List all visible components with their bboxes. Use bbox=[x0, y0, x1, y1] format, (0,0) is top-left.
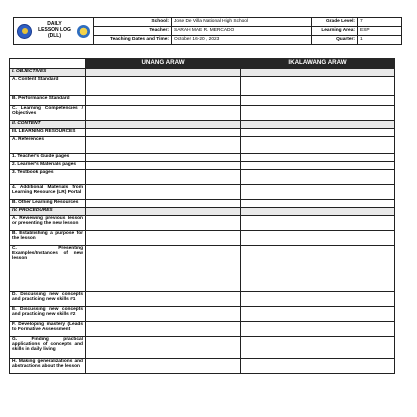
deped-seal-icon bbox=[17, 24, 32, 39]
quarter-label: Quarter: bbox=[312, 36, 358, 45]
day1-cell[interactable] bbox=[86, 185, 241, 200]
row-label: 1. Teacher's Guide pages bbox=[10, 154, 86, 162]
table-row bbox=[10, 129, 395, 137]
table-row bbox=[10, 200, 395, 208]
table-row bbox=[10, 154, 395, 162]
day1-cell[interactable] bbox=[86, 307, 241, 322]
row-label: 2. Learner's Materials pages bbox=[10, 162, 86, 170]
day1-cell[interactable] bbox=[86, 322, 241, 337]
school-label: School: bbox=[94, 18, 172, 27]
dll-title: DAILY LESSON LOG (DLL) bbox=[38, 21, 71, 39]
logo-cell bbox=[14, 18, 94, 45]
day1-cell[interactable] bbox=[86, 162, 241, 170]
table-row bbox=[10, 106, 395, 121]
section-row bbox=[10, 208, 395, 216]
deped-logo-icon bbox=[77, 25, 90, 38]
day1-cell[interactable] bbox=[86, 216, 241, 231]
day1-cell[interactable] bbox=[86, 208, 241, 216]
learning-area-label: Learning Area: bbox=[312, 27, 358, 36]
row-label: 4. Additional Materials from Learning Resource (LR) Portal bbox=[10, 185, 86, 200]
table-row bbox=[10, 96, 395, 106]
row-label: C. Learning Competencies / Objectives bbox=[10, 106, 86, 121]
day2-cell[interactable] bbox=[241, 77, 395, 96]
day2-cell[interactable] bbox=[241, 216, 395, 231]
row-label: F. Developing mastery (Leads to Formative Assessment bbox=[10, 322, 86, 337]
row-label: C. Presenting Examples/Instances of new lesson bbox=[10, 246, 86, 292]
row-label: II. CONTENT bbox=[10, 121, 86, 129]
table-row bbox=[10, 185, 395, 200]
corner-cell bbox=[10, 59, 86, 69]
row-label: I. OBJECTIVES bbox=[10, 69, 86, 77]
teaching-dates-value: October 16-20 , 2023 bbox=[172, 36, 312, 45]
row-label: A. References bbox=[10, 137, 86, 154]
day2-cell[interactable] bbox=[241, 322, 395, 337]
section-row bbox=[10, 69, 395, 77]
day2-cell[interactable] bbox=[241, 200, 395, 208]
day2-cell[interactable] bbox=[241, 137, 395, 154]
column-header-day2: IKALAWANG ARAW bbox=[241, 59, 395, 69]
grade-level-label: Grade Level: bbox=[312, 18, 358, 27]
day2-cell[interactable] bbox=[241, 208, 395, 216]
learning-area-value: ESP bbox=[358, 27, 402, 36]
day1-cell[interactable] bbox=[86, 359, 241, 374]
grade-level-value: 7 bbox=[358, 18, 402, 27]
day1-cell[interactable] bbox=[86, 129, 241, 137]
dll-main-table bbox=[9, 58, 395, 374]
day1-cell[interactable] bbox=[86, 69, 241, 77]
table-row bbox=[10, 137, 395, 154]
day1-cell[interactable] bbox=[86, 106, 241, 121]
day1-cell[interactable] bbox=[86, 96, 241, 106]
day1-cell[interactable] bbox=[86, 77, 241, 96]
row-label: D. Discussing new concepts and practicing new skills #1 bbox=[10, 292, 86, 307]
row-label: III. LEARNING RESOURCES bbox=[10, 129, 86, 137]
column-header-day1: UNANG ARAW bbox=[86, 59, 241, 69]
day1-cell[interactable] bbox=[86, 137, 241, 154]
table-row bbox=[10, 359, 395, 374]
table-row bbox=[10, 77, 395, 96]
table-row bbox=[10, 292, 395, 307]
day2-cell[interactable] bbox=[241, 170, 395, 185]
row-label: A. Content Standard bbox=[10, 77, 86, 96]
row-label: B. Establishing a purpose for the lesson bbox=[10, 231, 86, 246]
day2-cell[interactable] bbox=[241, 106, 395, 121]
day1-cell[interactable] bbox=[86, 231, 241, 246]
day1-cell[interactable] bbox=[86, 292, 241, 307]
teacher-label: Teacher: bbox=[94, 27, 172, 36]
day2-cell[interactable] bbox=[241, 307, 395, 322]
day2-cell[interactable] bbox=[241, 129, 395, 137]
day2-cell[interactable] bbox=[241, 96, 395, 106]
row-label: B. Performance Standard bbox=[10, 96, 86, 106]
row-label: B. Other Learning Resources bbox=[10, 200, 86, 208]
day1-cell[interactable] bbox=[86, 337, 241, 359]
day2-cell[interactable] bbox=[241, 185, 395, 200]
day2-cell[interactable] bbox=[241, 337, 395, 359]
table-row bbox=[10, 337, 395, 359]
school-value: Jose De Villa National High School bbox=[172, 18, 312, 27]
day2-cell[interactable] bbox=[241, 154, 395, 162]
row-label: A. Reviewing previous lesson or presenting the new lesson bbox=[10, 216, 86, 231]
day1-cell[interactable] bbox=[86, 121, 241, 129]
table-row bbox=[10, 170, 395, 185]
day1-cell[interactable] bbox=[86, 154, 241, 162]
row-label: 3. Textbook pages bbox=[10, 170, 86, 185]
day1-cell[interactable] bbox=[86, 200, 241, 208]
row-label: G. Finding practical applications of concepts and skills in daily living bbox=[10, 337, 86, 359]
row-label: IV. PROCEDURES bbox=[10, 208, 86, 216]
section-row bbox=[10, 121, 395, 129]
table-row bbox=[10, 307, 395, 322]
day2-cell[interactable] bbox=[241, 121, 395, 129]
day2-cell[interactable] bbox=[241, 246, 395, 292]
day1-cell[interactable] bbox=[86, 246, 241, 292]
day2-cell[interactable] bbox=[241, 69, 395, 77]
quarter-value: 1 bbox=[358, 36, 402, 45]
table-row bbox=[10, 216, 395, 231]
row-label: E. Discussing new concepts and practicing new skills #2 bbox=[10, 307, 86, 322]
table-row bbox=[10, 246, 395, 292]
row-label: H. Making generalizations and abstractions about the lesson bbox=[10, 359, 86, 374]
day2-cell[interactable] bbox=[241, 162, 395, 170]
day2-cell[interactable] bbox=[241, 359, 395, 374]
day2-cell[interactable] bbox=[241, 292, 395, 307]
teacher-value: SARAH MAE R. MERCADO bbox=[172, 27, 312, 36]
table-row bbox=[10, 231, 395, 246]
table-row bbox=[10, 322, 395, 337]
teaching-dates-label: Teaching Dates and Time: bbox=[94, 36, 172, 45]
day1-cell[interactable] bbox=[86, 170, 241, 185]
header-table bbox=[13, 17, 402, 45]
day2-cell[interactable] bbox=[241, 231, 395, 246]
table-row bbox=[10, 162, 395, 170]
